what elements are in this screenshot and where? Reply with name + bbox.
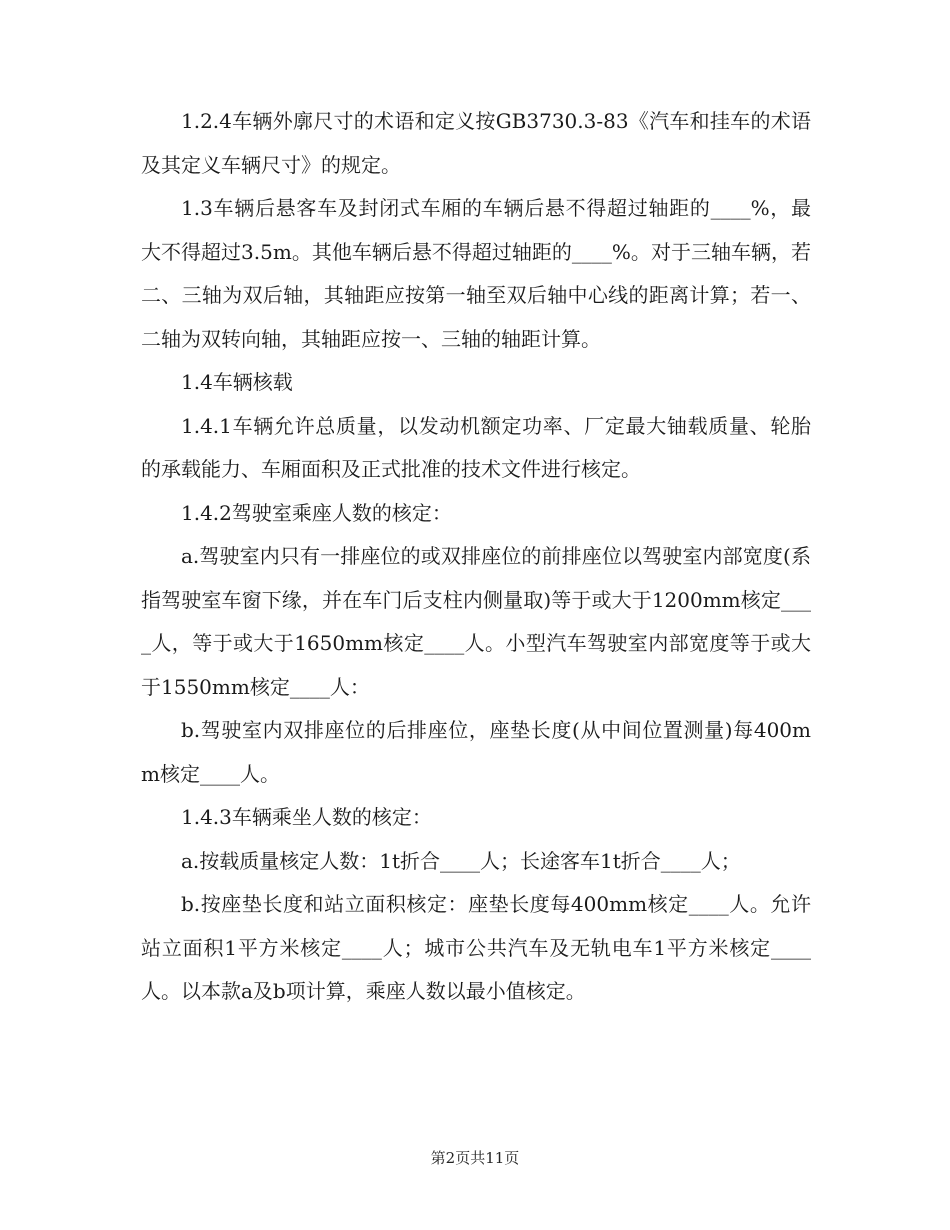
paragraph-1-2-4: 1.2.4车辆外廓尺寸的术语和定义按GB3730.3-83《汽车和挂车的术语及其定义车辆尺寸》的规定。 — [141, 109, 811, 177]
paragraph-1-4-3-b: b.按座垫长度和站立面积核定：座垫长度每400mm核定____人。允许站立面积1平方米核定____人；城市公共汽车及无轨电车1平方米核定____人。以本款a及b项计算，乘座人数以最小值核定。 — [141, 892, 811, 1003]
paragraph-1-4-3-a: a.按载质量核定人数：1t折合____人；长途客车1t折合____人； — [181, 848, 741, 873]
paragraph-1-4-2-a: a.驾驶室内只有一排座位的或双排座位的前排座位以驾驶室内部宽度(系指驾驶室车窗下缘，并在车门后支柱内侧量取)等于或大于1200mm核定____人，等于或大于1650mm核定____人。小型汽车驾驶室内部宽度等于或大于1550mm核定____人： — [141, 544, 811, 699]
heading-1-4-3: 1.4.3车辆乘坐人数的核定： — [181, 805, 432, 829]
paragraph-1-3: 1.3车辆后悬客车及封闭式车厢的车辆后悬不得超过轴距的____%，最大不得超过3.5m。其他车辆后悬不得超过轴距的____%。对于三轴车辆，若二、三轴为双后轴，其轴距应按第一轴至双后轴中心线的距离计算；若一、二轴为双转向轴，其轴距应按一、三轴的轴距计算。 — [141, 196, 811, 351]
document-body — [141, 100, 811, 1014]
heading-1-4-2: 1.4.2驾驶室乘座人数的核定： — [181, 500, 452, 525]
paragraph-1-4-1: 1.4.1车辆允许总质量，以发动机额定功率、厂定最大铀载质量、轮胎的承载能力、车厢面积及正式批准的技术文件进行核定。 — [141, 413, 811, 481]
heading-1-4: 1.4车辆核载 — [181, 370, 293, 394]
paragraph-1-4-2-b: b.驾驶室内双排座位的后排座位，座垫长度(从中间位置测量)每400mm核定____人。 — [141, 718, 811, 786]
page-number-footer: 第2页共11页 — [430, 1149, 520, 1167]
